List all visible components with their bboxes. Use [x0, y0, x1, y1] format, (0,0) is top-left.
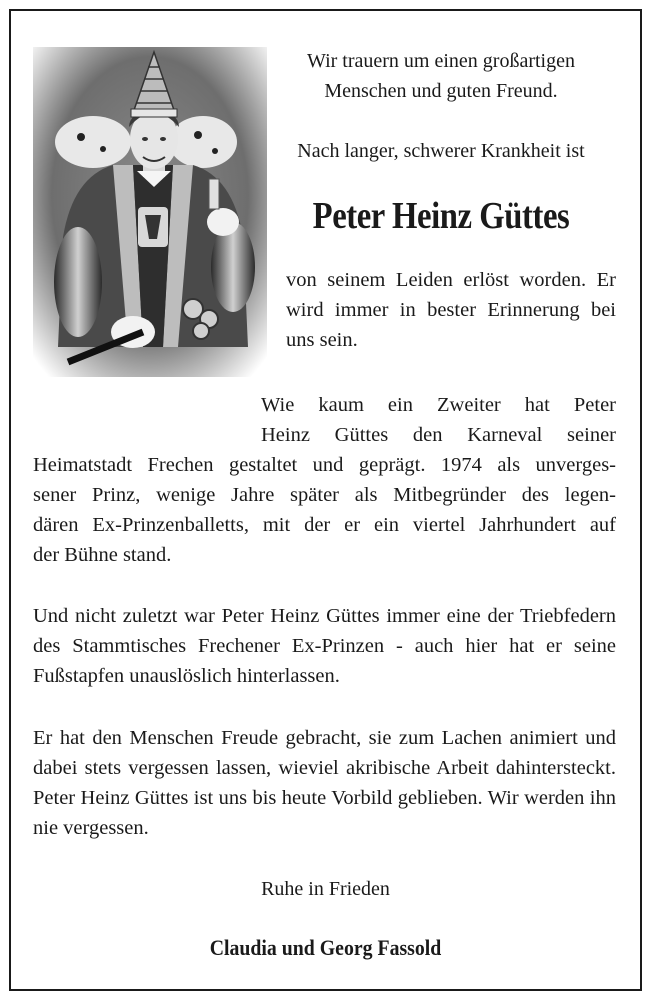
paragraph-2-line: sener Prinz, wenige Jahre später als Mitbegründer des legen- [33, 484, 616, 506]
intro-line-2: Menschen und guten Freund. [324, 80, 558, 102]
paragraph-4: Er hat den Menschen Freude gebracht, sie zum Lachen animiert und dabei stets vergessen lassen, wieviel akribische Arbeit dahintersteckt. Peter Heinz Güttes ist uns bis heute Vorbild geblieben. Wir werden ihn nie vergessen. [33, 727, 616, 839]
paragraph-2-line: Heinz Güttes den Karneval seiner [261, 424, 616, 446]
paragraph-1: von seinem Leiden erlöst worden. Er wird immer in bester Erinnerung bei uns sein. [286, 269, 616, 351]
paragraph-2 [33, 390, 616, 570]
paragraph-2-line: Heimatstadt Frechen gestaltet und geprägt. 1974 als unverges- [33, 454, 616, 476]
signature: Claudia und Georg Fassold [209, 935, 442, 960]
paragraph-2-line: Wie kaum ein Zweiter hat Peter [261, 394, 616, 416]
portrait-photo-icon [33, 47, 267, 377]
intro-text [268, 46, 614, 106]
intro-line-3: Nach langer, schwerer Krankheit ist [297, 140, 585, 162]
deceased-name: Peter Heinz Güttes [312, 195, 570, 237]
closing-line: Ruhe in Frieden [261, 878, 390, 900]
intro-line-1: Wir trauern um einen großartigen [307, 50, 575, 72]
paragraph-3: Und nicht zuletzt war Peter Heinz Güttes immer eine der Triebfedern des Stammtisches Frechener Ex-Prinzen - auch hier hat er seine Fußstapfen unauslöslich hinterlassen. [33, 605, 616, 687]
paragraph-2-line: dären Ex-Prinzenballetts, mit der er ein viertel Jahrhundert auf [33, 514, 616, 536]
paragraph-2-line: der Bühne stand. [33, 544, 172, 566]
